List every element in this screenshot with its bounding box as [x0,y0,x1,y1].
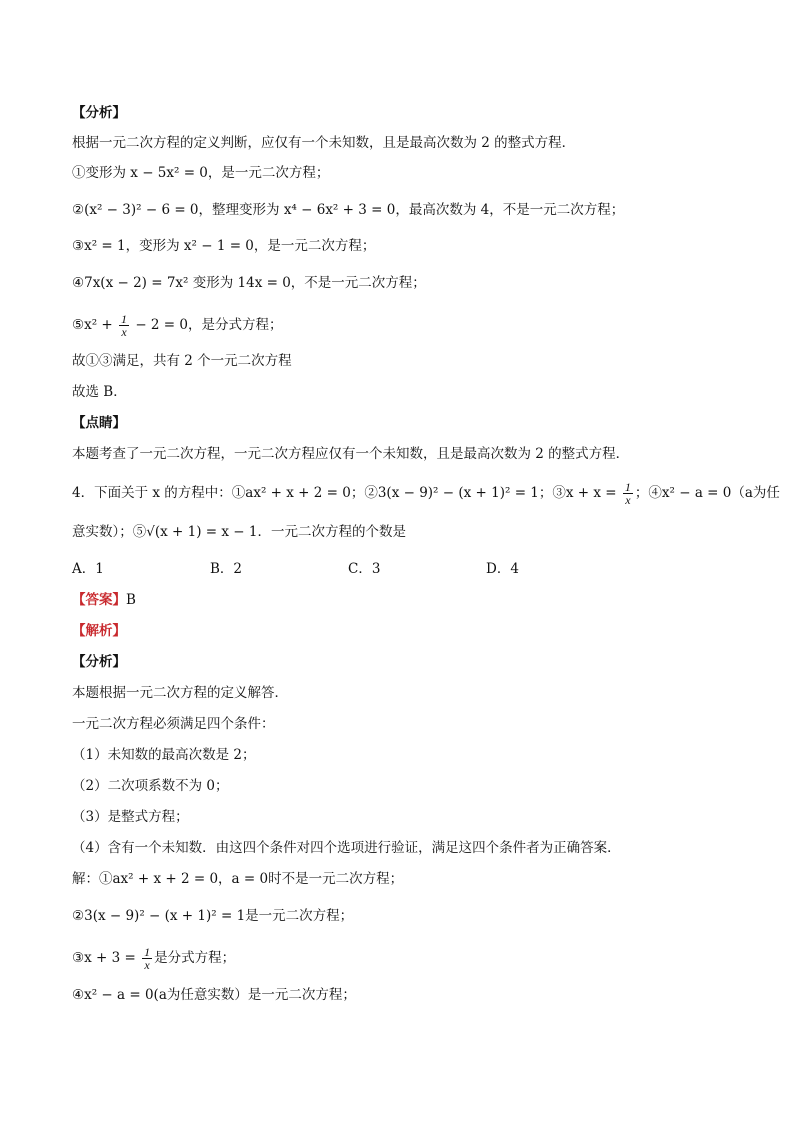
fraction-denominator: x [144,958,150,972]
analysis-2-heading: 【分析】 [72,654,126,670]
analysis-item-2: ②(x² − 3)² − 6 = 0，整理变形为 x⁴ − 6x² + 3 = 0，最高次数为 4，不是一元二次方程； [72,202,625,218]
fraction-numerator: 1 [624,480,631,494]
condition-2: （2）二次项系数不为 0； [72,778,229,794]
condition-4: （4）含有一个未知数．由这四个条件对四个选项进行验证，满足这四个条件者为正确答案． [72,840,621,856]
solution-line-3 [72,946,724,971]
option-b: B．2 [210,561,243,577]
solution-line-3-post: 是分式方程； [154,950,236,966]
fraction-denominator: x [625,493,631,507]
question-4-line-1-part-b: ；④x² − a = 0（a为任 [634,485,780,501]
solution-line-3-pre: ③x + 3 = [72,950,141,966]
analysis-2-intro: 本题根据一元二次方程的定义解答． [72,685,288,701]
condition-3: （3）是整式方程； [72,809,189,825]
question-4-line-1 [72,480,780,507]
option-a: A．1 [72,561,104,577]
answer-line [72,590,724,610]
analysis-item-5 [72,313,724,338]
conditions-title: 一元二次方程必须满足四个条件： [72,716,275,732]
solution-line-2: ②3(x − 9)² − (x + 1)² = 1是一元二次方程； [72,908,354,924]
option-d: D．4 [486,561,519,577]
fraction [142,946,152,971]
solution-line-1: 解：①ax² + x + 2 = 0，a = 0时不是一元二次方程； [72,871,404,887]
analysis-conclusion: 故①③满足，共有 2 个一元二次方程 [72,353,292,369]
analysis-item-5-pre: ⑤x² + [72,317,118,333]
condition-1: （1）未知数的最高次数是 2； [72,747,256,763]
fraction [623,481,633,506]
fraction-numerator: 1 [144,945,151,959]
analysis-item-5-post: − 2 = 0，是分式方程； [131,317,283,333]
analysis-item-3: ③x² = 1，变形为 x² − 1 = 0，是一元二次方程； [72,238,376,254]
analysis-intro: 根据一元二次方程的定义判断，应仅有一个未知数，且是最高次数为 2 的整式方程． [72,135,576,151]
solution-line-4: ④x² − a = 0(a为任意实数）是一元二次方程； [72,987,356,1003]
analysis-item-4: ④7x(x − 2) = 7x² 变形为 14x = 0，不是一元二次方程； [72,275,426,291]
option-c: C．3 [348,561,381,577]
review-text: 本题考查了一元二次方程，一元二次方程应仅有一个未知数，且是最高次数为 2 的整式方程． [72,446,630,462]
review-heading: 【点睛】 [72,415,126,431]
explain-line [72,621,724,641]
analysis-heading: 【分析】 [72,105,126,121]
analysis-item-1: ①变形为 x − 5x² = 0，是一元二次方程； [72,165,330,181]
answer-label: 【答案】 [72,592,126,608]
fraction [119,313,129,338]
analysis-choice: 故选 B． [72,384,127,400]
fraction-denominator: x [121,325,127,339]
question-4-line-1-part-a: 4．下面关于 x 的方程中：①ax² + x + 2 = 0；②3(x − 9)² − (x + 1)² = 1；③x + x = [72,485,621,501]
fraction-numerator: 1 [121,312,128,326]
question-4-line-2: 意实数）；⑤√(x + 1) = x − 1．一元二次方程的个数是 [72,524,406,540]
answer-value: B [126,592,136,608]
explain-label: 【解析】 [72,623,126,639]
